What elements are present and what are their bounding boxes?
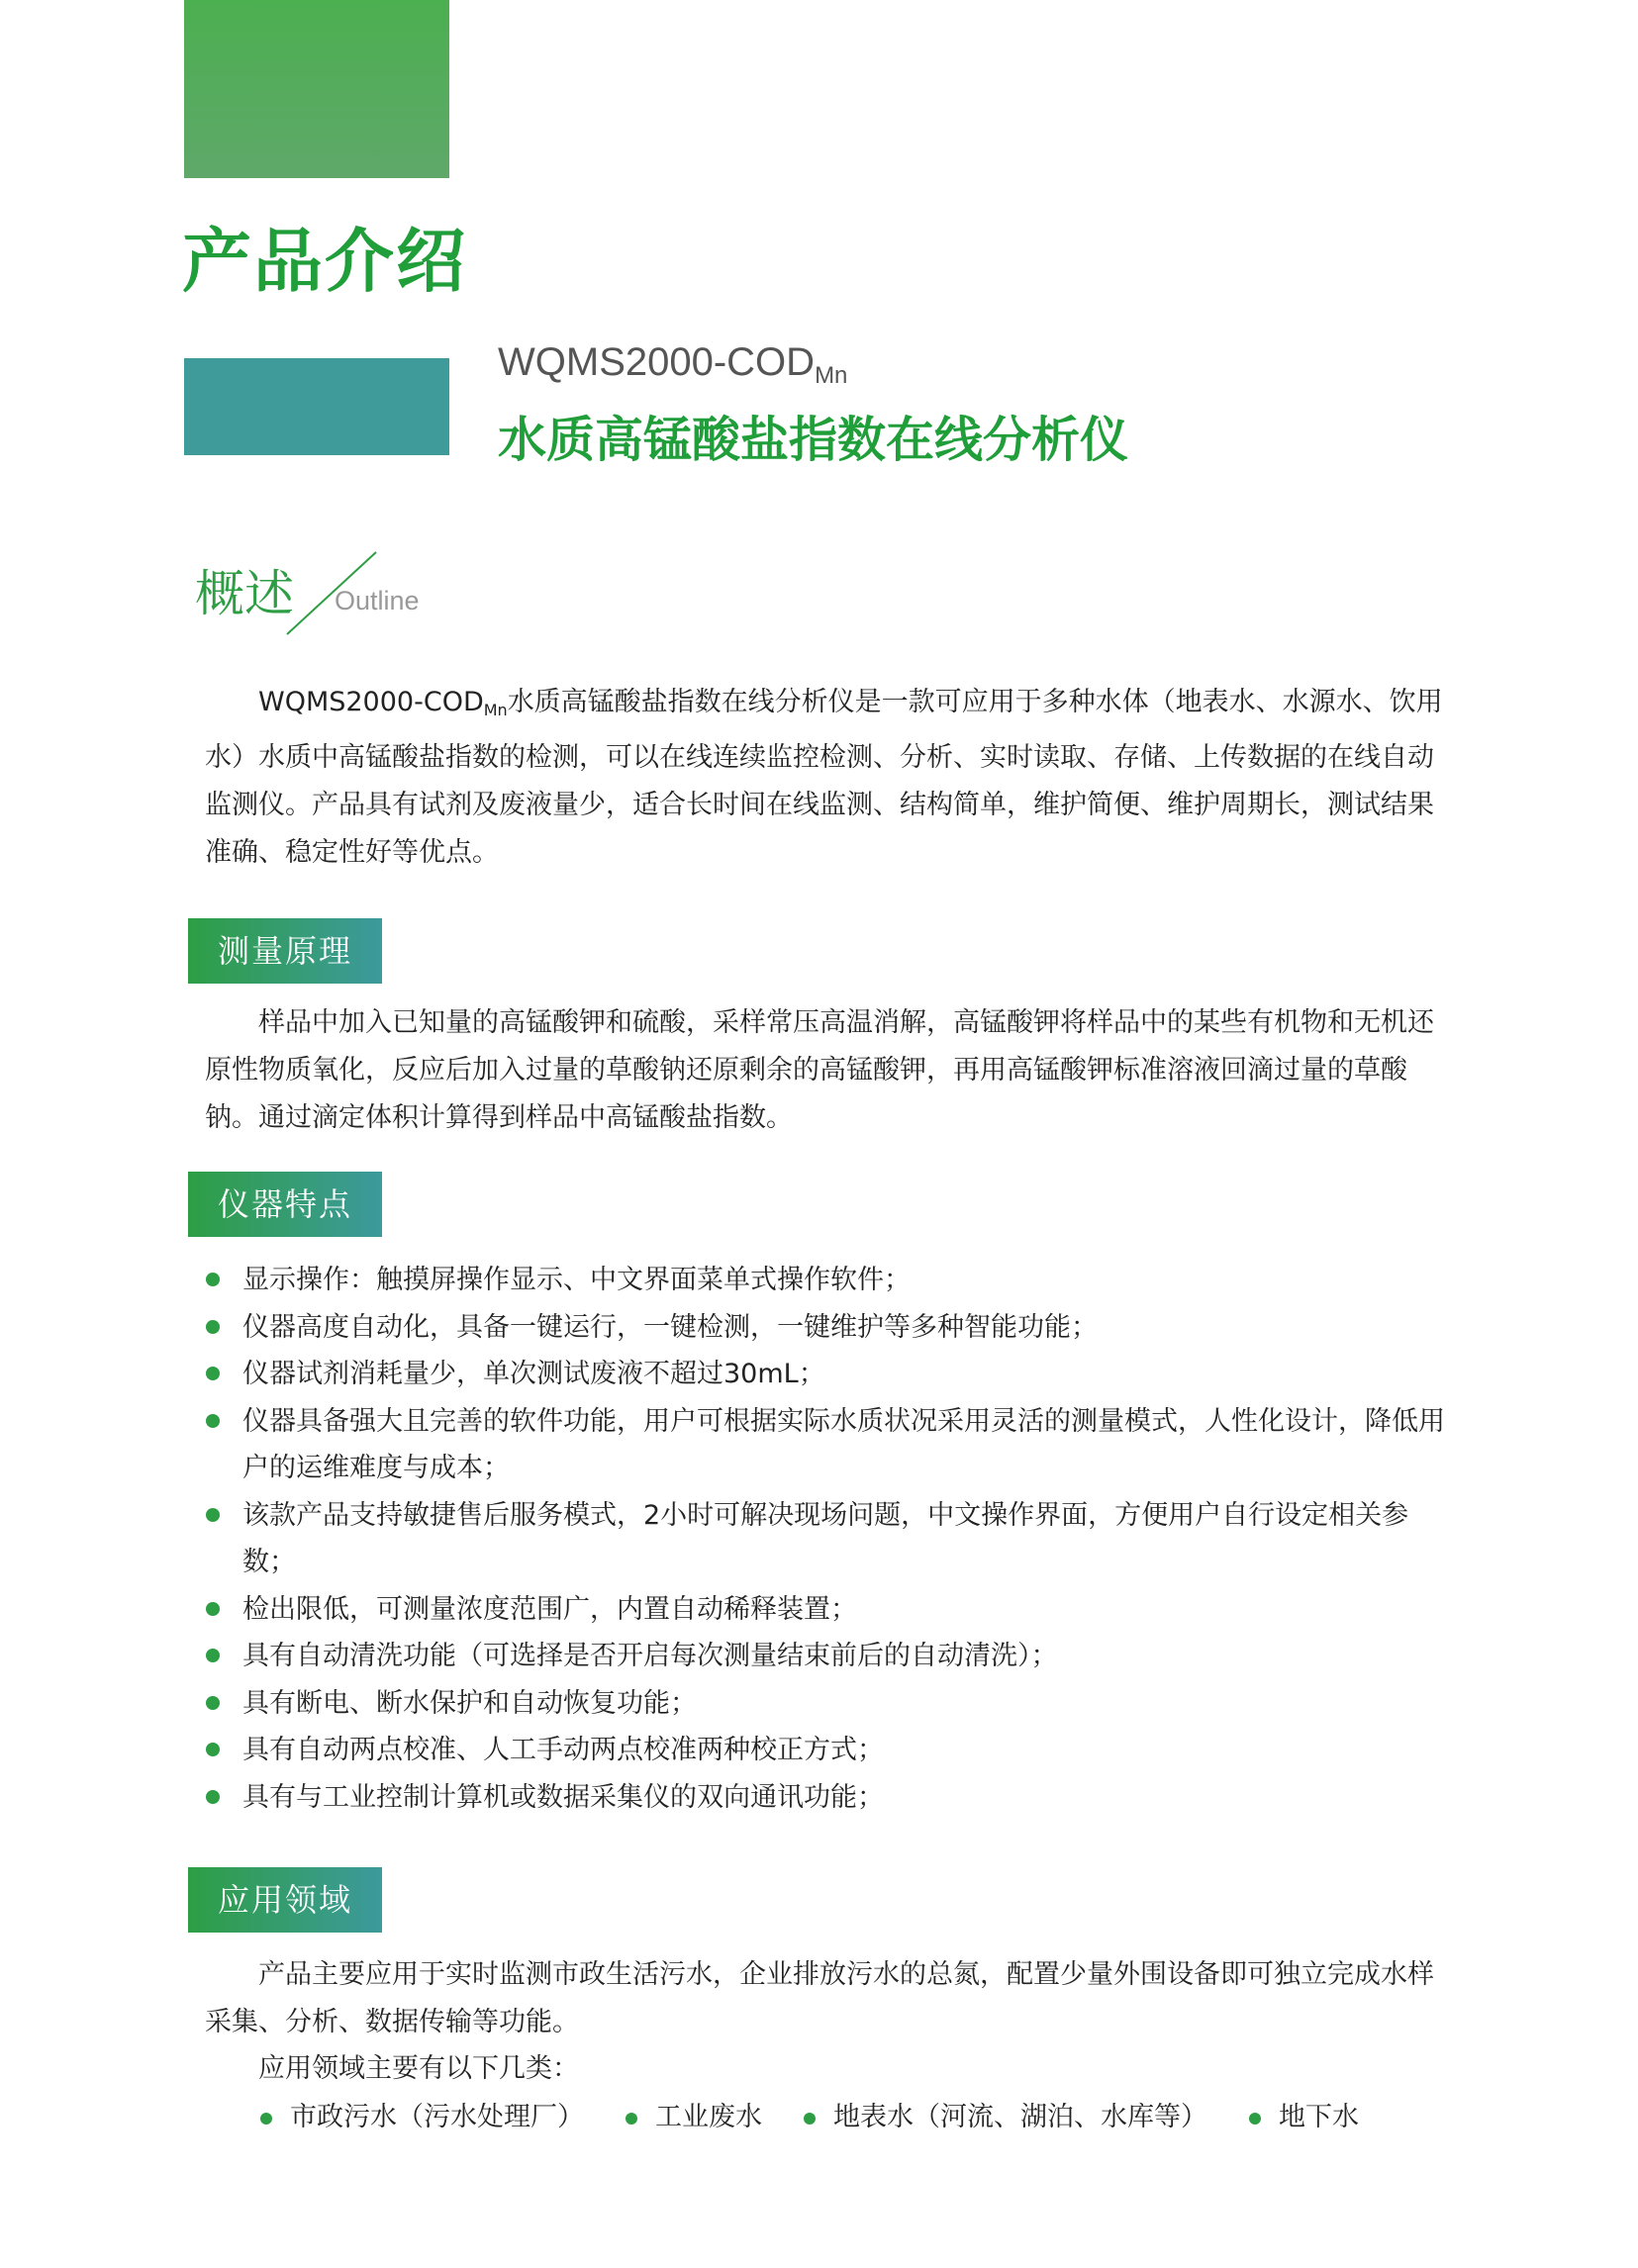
outline-paragraph	[205, 679, 1452, 877]
list-item: 具有与工业控制计算机或数据采集仪的双向通讯功能；	[203, 1774, 1455, 1822]
model-number	[498, 340, 847, 390]
outline-title-en: Outline	[335, 586, 420, 615]
list-item: 具有自动两点校准、人工手动两点校准两种校正方式；	[203, 1727, 1455, 1774]
title-decor-bar	[184, 358, 449, 455]
list-item: 仪器具备强大且完善的软件功能，用户可根据实际水质状况采用灵活的测量模式，人性化设计，降低用户的运维难度与成本；	[203, 1398, 1455, 1492]
outline-title-cn: 概述	[195, 565, 294, 622]
intro-model-sub: Mn	[483, 701, 508, 719]
list-item: 市政污水（污水处理厂）	[258, 2094, 584, 2141]
feature-list	[203, 1257, 1455, 1821]
application-paragraph: 产品主要应用于实时监测市政生活污水，企业排放污水的总氮，配置少量外围设备即可独立完成水样采集、分析、数据传输等功能。	[205, 1959, 1434, 2037]
section-tag-features: 仪器特点	[188, 1172, 382, 1237]
section-tag-principle: 测量原理	[188, 918, 382, 984]
list-item: 检出限低，可测量浓度范围广，内置自动稀释装置；	[203, 1586, 1455, 1634]
list-item: 具有自动清洗功能（可选择是否开启每次测量结束前后的自动清洗）；	[203, 1633, 1455, 1680]
principle-paragraph: 样品中加入已知量的高锰酸钾和硫酸，采样常压高温消解，高锰酸钾将样品中的某些有机物和无机还原性物质氧化，反应后加入过量的草酸钠还原剩余的高锰酸钾，再用高锰酸钾标准溶液回滴过量的草酸钠。通过滴定体积计算得到样品中高锰酸盐指数。	[205, 1007, 1434, 1133]
list-item: 显示操作：触摸屏操作显示、中文界面菜单式操作软件；	[203, 1257, 1455, 1304]
list-item: 地表水（河流、湖泊、水库等）	[802, 2094, 1207, 2141]
model-subscript: Mn	[815, 362, 848, 389]
list-item: 仪器试剂消耗量少，单次测试废液不超过30mL；	[203, 1351, 1455, 1398]
list-item: 仪器高度自动化，具备一键运行，一键检测，一键维护等多种智能功能；	[203, 1304, 1455, 1352]
list-item: 地下水	[1247, 2094, 1359, 2141]
application-list	[258, 2094, 1398, 2141]
top-decor-bar	[184, 0, 449, 178]
model-base: WQMS2000-COD	[498, 340, 816, 384]
list-item: 该款产品支持敏捷售后服务模式，2小时可解决现场问题，中文操作界面，方便用户自行设定相关参数；	[203, 1492, 1455, 1586]
intro-text: 水质高锰酸盐指数在线分析仪是一款可应用于多种水体（地表水、水源水、饮用水）水质中高锰酸盐指数的检测，可以在线连续监控检测、分析、实时读取、存储、上传数据的在线自动监测仪。产品具有试剂及废液量少，适合长时间在线监测、结构简单，维护简便、维护周期长，测试结果准确、稳定性好等优点。	[205, 687, 1443, 868]
intro-model-base: WQMS2000-COD	[258, 687, 484, 717]
list-item: 具有断电、断水保护和自动恢复功能；	[203, 1680, 1455, 1728]
application-intro: 应用领域主要有以下几类：	[258, 2053, 579, 2084]
list-item: 工业废水	[624, 2094, 762, 2141]
section-tag-application: 应用领域	[188, 1867, 382, 1933]
page-title: 产品介绍	[182, 221, 467, 302]
product-name: 水质高锰酸盐指数在线分析仪	[498, 412, 1129, 468]
